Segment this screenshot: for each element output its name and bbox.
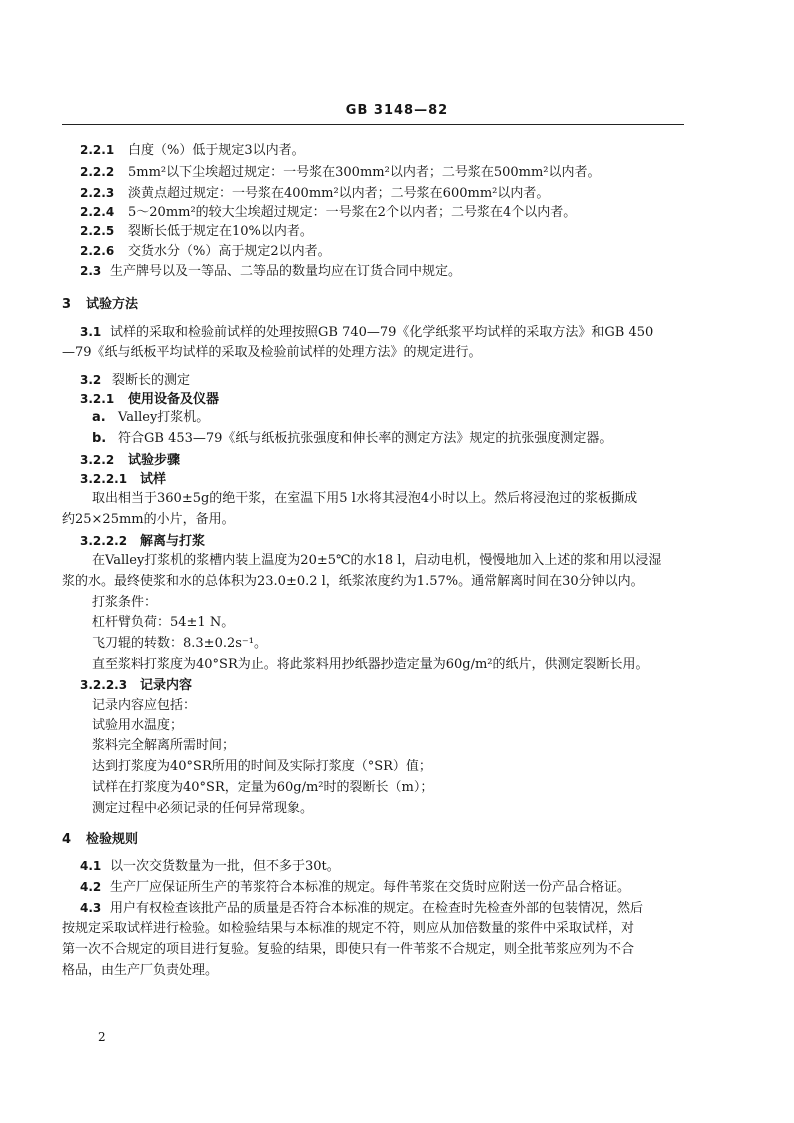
header-rule [62, 124, 684, 125]
clause-4-3-line3: 第一次不合规定的项目进行复验。复验的结果，即使只有一件苇浆不合规定，则全批苇浆应列为不合 [62, 942, 635, 957]
clause-4-3-line2: 按规定采取试样进行检验。如检验结果与本标准的规定不符，则应从加倍数量的浆件中采取试样，对 [62, 921, 635, 936]
clause-text: 裂断长低于规定在10%以内者。 [128, 224, 313, 239]
equipment-a: a. Valley打浆机。 [92, 410, 210, 425]
record-line-1: 记录内容应包括： [92, 698, 197, 713]
clause-text: 白度（%）低于规定3以内者。 [128, 143, 305, 158]
lever-load: 杠杆臂负荷：54±1 N。 [92, 615, 235, 630]
clause-3-2: 3.2 裂断长的测定 [80, 373, 191, 388]
clause-text: 生产牌号以及一等品、二等品的数量均应在订货合同中规定。 [110, 264, 462, 279]
clause-3-2-2-1: 3.2.2.1 试样 [80, 472, 167, 487]
beating-conditions: 打浆条件： [92, 595, 158, 610]
standard-header: GB 3148—82 [345, 103, 449, 118]
clause-number: 2.2.4 [80, 205, 115, 219]
clause-2-3 [80, 262, 461, 281]
beat-until: 直至浆料打浆度为40°SR为止。将此浆料用抄纸器抄造定量为60g/m²的纸片，供测定裂断长用。 [92, 657, 649, 672]
clause-2-2-3 [80, 184, 549, 203]
beating-text-line1: 在Valley打浆机的浆槽内装上温度为20±5℃的水18 l，启动电机，慢慢地加入上述的浆和用以浸湿 [92, 553, 662, 568]
sample-text-line2: 约25×25mm的小片，备用。 [62, 512, 235, 527]
clause-number: 2.2.1 [80, 143, 115, 157]
clause-text: 5～20mm²的较大尘埃超过规定：一号浆在2个以内者；二号浆在4个以内者。 [128, 205, 577, 220]
clause-2-2-1 [80, 141, 305, 160]
clause-4-3-line4: 格品，由生产厂负责处理。 [62, 963, 219, 978]
record-line-6: 测定过程中必须记录的任何异常现象。 [92, 801, 314, 816]
clause-number: 2.3 [80, 264, 102, 278]
clause-number: 2.2.5 [80, 224, 115, 238]
clause-2-2-5 [80, 222, 313, 241]
clause-4-2: 4.2 生产厂应保证所生产的苇浆符合本标准的规定。每件苇浆在交货时应附送一份产品合格证。 [80, 880, 631, 895]
clause-number: 2.2.2 [80, 165, 115, 179]
section-4-heading: 4 检验规则 [62, 832, 139, 847]
record-line-4: 达到打浆度为40°SR所用的时间及实际打浆度（°SR）值； [92, 759, 432, 774]
clause-text: 5mm²以下尘埃超过规定：一号浆在300mm²以内者；二号浆在500mm²以内者。 [128, 165, 601, 180]
roll-speed: 飞刀辊的转数：8.3±0.2s⁻¹。 [92, 636, 267, 651]
record-line-5: 试样在打浆度为40°SR，定量为60g/m²时的裂断长（m）； [92, 780, 434, 795]
clause-number: 2.2.6 [80, 244, 115, 258]
page-number: 2 [98, 1030, 106, 1044]
clause-text: 交货水分（%）高于规定2以内者。 [128, 244, 331, 259]
record-line-3: 浆料完全解离所需时间； [92, 738, 236, 753]
clause-3-2-2-2: 3.2.2.2 解离与打浆 [80, 534, 206, 549]
clause-3-2-2: 3.2.2 试验步骤 [80, 453, 181, 468]
clause-text: 淡黄点超过规定：一号浆在400mm²以内者；二号浆在600mm²以内者。 [128, 186, 550, 201]
clause-number: 2.2.3 [80, 186, 115, 200]
sample-text-line1: 取出相当于360±5g的绝干浆，在室温下用5 l水将其浸泡4小时以上。然后将浸泡过的浆板撕成 [92, 491, 638, 506]
equipment-b: b. 符合GB 453—79《纸与纸板抗张强度和伸长率的测定方法》规定的抗张强度测定器。 [92, 431, 613, 446]
clause-2-2-2 [80, 163, 601, 182]
clause-4-1: 4.1 以一次交货数量为一批，但不多于30t。 [80, 859, 340, 874]
clause-3-2-1: 3.2.1 使用设备及仪器 [80, 392, 220, 407]
clause-3-2-2-3: 3.2.2.3 记录内容 [80, 678, 193, 693]
section-3-heading: 3 试验方法 [62, 297, 139, 312]
record-line-2: 试验用水温度； [92, 718, 184, 733]
clause-4-3: 4.3 用户有权检查该批产品的质量是否符合本标准的规定。在检查时先检查外部的包装情况，然后 [80, 901, 644, 916]
clause-3-1-cont: —79《纸与纸板平均试样的采取及检验前试样的处理方法》的规定进行。 [62, 345, 482, 360]
clause-2-2-4 [80, 203, 576, 222]
clause-3-1: 3.1 试样的采取和检验前试样的处理按照GB 740—79《化学纸浆平均试样的采取方法》和GB 450 [80, 325, 654, 340]
beating-text-line2: 浆的水。最终使浆和水的总体积为23.0±0.2 l，纸浆浓度约为1.57%。通常解离时间在30分钟以内。 [62, 574, 644, 589]
clause-2-2-6 [80, 242, 331, 261]
